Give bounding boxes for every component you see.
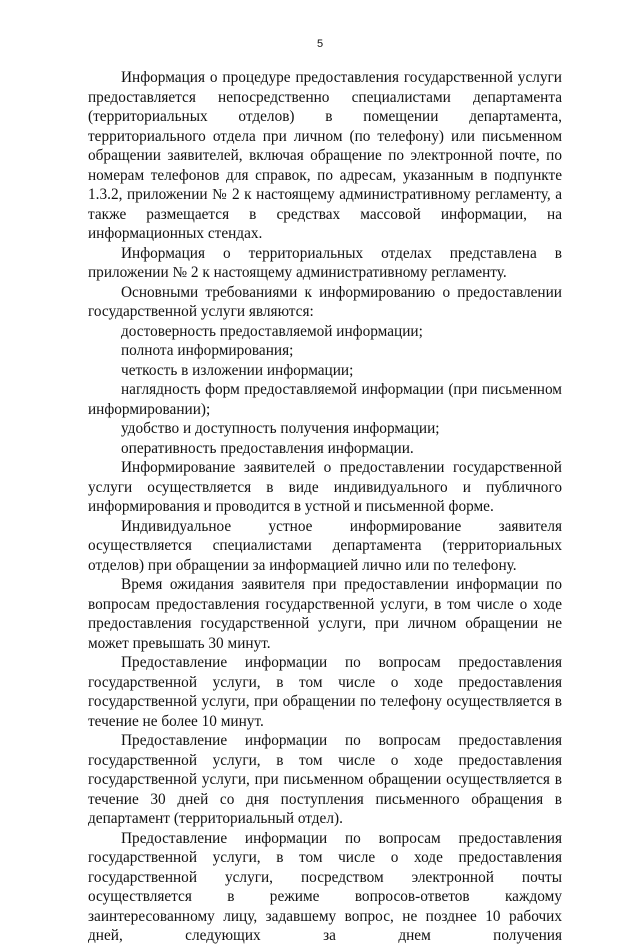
paragraph-info-procedure: Информация о процедуре предоставления государственной услуги предоставляется непосредственно специалистами департамента (территориальных отделов) в помещении департамента, территориального отдела при личном (по телефону) или письменном обращении заявителей, включая обращение по электронной почте, по номерам телефонов для справок, по адресам, указанным в подпункте 1.3.2, приложении № 2 к настоящему административному регламенту, а также размещается в средствах массовой информации, на информационных стендах. <box>88 69 562 242</box>
paragraph-written-info: Предоставление информации по вопросам предоставления государственной услуги, в том числе о ходе предоставления государственной услуги, при письменном обращении осуществляется в течение 30 дней со дня поступления письменного обращения в департамент (территориальный отдел). <box>88 732 562 827</box>
list-item-visibility: наглядность форм предоставляемой информации (при письменном информировании); <box>88 381 562 418</box>
paragraph-phone-info: Предоставление информации по вопросам предоставления государственной услуги, в том числе о ходе предоставления государственной услуги, при обращении по телефону осуществляется в течение не более 10 минут. <box>88 654 562 730</box>
list-item-completeness: полнота информирования; <box>121 342 294 359</box>
paragraph-email-info: Предоставление информации по вопросам предоставления государственной услуги, в том числе о ходе предоставления государственной услуги, посредством электронной почты осуществляется в режиме вопросов-ответов каждому заинтересованному лицу, задавшему вопрос, не позднее 10 рабочих дней, следующих за днем получения <box>88 829 562 944</box>
page-number: 5 <box>316 38 324 50</box>
paragraph-territorial-offices: Информация о территориальных отделах представлена в приложении № 2 к настоящему административному регламенту. <box>88 244 562 281</box>
list-item-promptness: оперативность предоставления информации. <box>121 439 414 457</box>
document-body <box>88 68 562 946</box>
list-item-accessibility: удобство и доступность получения информации; <box>121 420 440 437</box>
list-item-reliability: достоверность предоставляемой информации; <box>121 322 423 340</box>
paragraph-individual-oral: Индивидуальное устное информирование заявителя осуществляется специалистами департамента (территориальных отделов) при обращении за информацией лично или по телефону. <box>88 517 562 574</box>
paragraph-informing-forms: Информирование заявителей о предоставлении государственной услуги осуществляется в виде индивидуального и публичного информирования и проводится в устной и письменной форме. <box>88 459 562 515</box>
paragraph-waiting-time: Время ожидания заявителя при предоставлении информации по вопросам предоставления государственной услуги, в том числе о ходе предоставления государственной услуги, при личном обращении не может превышать 30 минут. <box>88 576 562 652</box>
list-item-clarity: четкость в изложении информации; <box>121 361 354 379</box>
paragraph-requirements-intro: Основными требованиями к информированию о предоставлении государственной услуги являются: <box>88 283 562 320</box>
